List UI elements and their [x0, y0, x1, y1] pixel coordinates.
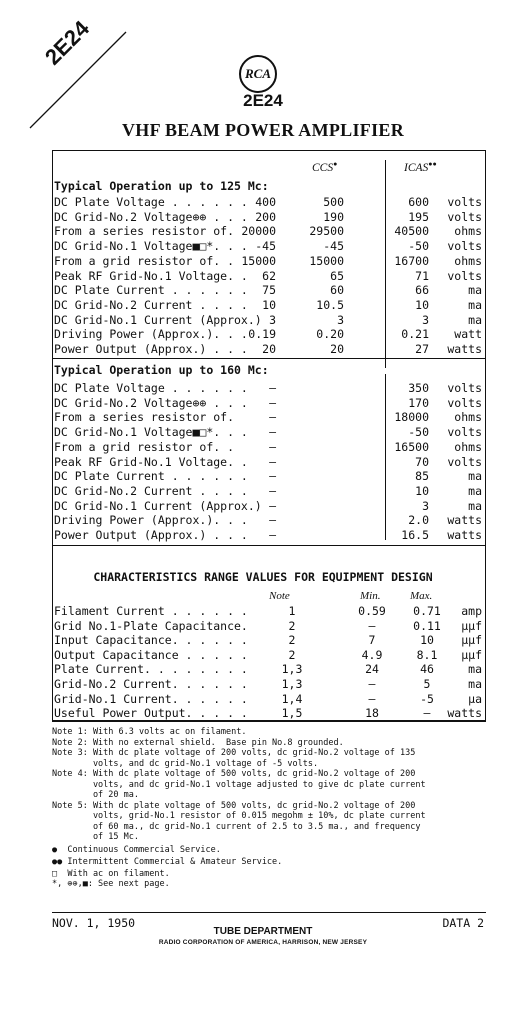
rating-row [54, 455, 484, 469]
section-divider [52, 358, 486, 359]
max-value: 5 [423, 677, 431, 691]
note-line: *, ⊕⊕,■: See next page. [52, 879, 170, 889]
rating-label: Peak RF Grid-No.1 Voltage. . [54, 454, 248, 469]
unit: watts [447, 528, 482, 542]
characteristic-row [52, 633, 484, 647]
max-value: 10 [420, 633, 434, 648]
ccs-value-1: 20 [262, 342, 276, 356]
unit: volts [447, 454, 482, 469]
unit: ohms [454, 224, 482, 239]
icas-value: 3 [422, 312, 429, 327]
min-value: 18 [365, 706, 379, 721]
unit: ohms [454, 439, 482, 454]
ccs-value-1: – [269, 425, 276, 440]
max-value: – [423, 706, 431, 721]
unit: ma [468, 469, 482, 484]
ccs-value-1: 20000 [241, 224, 276, 239]
characteristic-row [52, 619, 484, 633]
rating-row [54, 484, 484, 498]
ccs-value-1: – [269, 483, 276, 498]
unit: μμf [461, 647, 482, 662]
ccs-value-2: -45 [323, 239, 344, 254]
ccs-value-2: 60 [330, 283, 344, 298]
ccs-value-1: 0.19 [248, 327, 276, 342]
col-ccs-header: CCS● [312, 160, 338, 174]
rating-label: Power Output (Approx.) . . . [54, 342, 248, 356]
icas-value: 40500 [394, 224, 429, 239]
note-line: Note 4: With dc plate voltage of 500 volts, dc grid-No.2 voltage of 200 [52, 769, 416, 779]
ccs-value-2: 500 [323, 195, 344, 209]
unit: ohms [454, 253, 482, 268]
unit: volts [447, 381, 482, 395]
ccs-value-2: 15000 [309, 253, 344, 268]
ccs-value-1: – [269, 395, 276, 410]
ccs-value-2: 65 [330, 268, 344, 283]
characteristic-row [52, 677, 484, 691]
ccs-value-2: 20 [330, 342, 344, 356]
rating-label: DC Plate Current . . . . . . [54, 469, 248, 484]
icas-value: 27 [415, 342, 429, 356]
ccs-value-1: -45 [255, 239, 276, 254]
note-line: □ With ac on filament. [52, 868, 170, 879]
rating-row [54, 440, 484, 454]
max-value: -5 [420, 691, 434, 706]
rating-row [54, 528, 484, 542]
rating-label: From a grid resistor of. . [54, 253, 235, 268]
unit: volts [447, 209, 482, 224]
ccs-value-1: 75 [262, 283, 276, 298]
rating-label: DC Grid-No.2 Current . . . . [54, 297, 248, 312]
rating-row [54, 381, 484, 395]
rating-label: DC Grid-No.1 Voltage■□*. . . [54, 239, 248, 254]
section-divider [52, 545, 486, 546]
note-line: volts, and dc grid-No.1 voltage of -5 volts. [52, 758, 319, 769]
unit: volts [447, 195, 482, 209]
department: TUBE DEPARTMENT [213, 926, 313, 937]
note-ref: 2 [288, 647, 296, 662]
rating-label: From a series resistor of. [54, 224, 235, 239]
icas-value: 2.0 [408, 513, 429, 528]
rating-row [54, 469, 484, 483]
note-ref: 1,5 [281, 706, 303, 721]
icas-value: 170 [408, 395, 429, 410]
rating-row [54, 195, 484, 209]
rating-label: DC Grid-No.2 Current . . . . [54, 483, 248, 498]
characteristic-label: Grid-No.2 Current. . . . . . [54, 677, 248, 691]
unit: ma [468, 677, 482, 691]
icas-value: 600 [408, 195, 429, 209]
unit: ohms [454, 410, 482, 425]
ccs-value-2: 29500 [309, 224, 344, 239]
rating-label: DC Plate Voltage . . . . . . [54, 381, 248, 395]
rating-label: DC Plate Voltage . . . . . . [54, 195, 248, 209]
characteristic-label: Filament Current . . . . . . [54, 604, 248, 618]
characteristic-label: Grid No.1-Plate Capacitance. [54, 618, 248, 633]
icas-value: 195 [408, 209, 429, 224]
issue-date: NOV. 1, 1950 [52, 916, 136, 930]
icas-value: -50 [408, 425, 429, 440]
characteristics-title: CHARACTERISTICS RANGE VALUES FOR EQUIPMENT DESIGN [93, 570, 433, 584]
col-icas-header: ICAS●● [404, 160, 437, 174]
min-value: – [368, 691, 376, 706]
rating-row [54, 425, 484, 439]
note-line: ●● Intermittent Commercial & Amateur Service. [52, 857, 283, 867]
notes-divider [52, 720, 486, 721]
page-title: VHF BEAM POWER AMPLIFIER [121, 120, 405, 140]
rating-label: DC Plate Current . . . . . . [54, 283, 248, 298]
rating-row [54, 513, 484, 527]
rating-row [54, 298, 484, 312]
rca-logo: RCA [239, 55, 277, 93]
icas-value: 66 [415, 283, 429, 298]
ccs-value-1: 10 [262, 297, 276, 312]
max-value: 0.71 [413, 604, 441, 618]
note-ref: 1,4 [281, 691, 303, 706]
characteristic-label: Grid-No.1 Current. . . . . . [54, 691, 248, 706]
characteristic-row [52, 662, 484, 676]
unit: watts [447, 513, 482, 528]
characteristic-row [52, 706, 484, 720]
rating-row [54, 410, 484, 424]
rating-label: DC Grid-No.1 Current (Approx.) [54, 498, 262, 513]
ccs-value-1: – [269, 528, 276, 542]
rating-row [54, 499, 484, 513]
unit: μμf [461, 618, 482, 633]
unit: μa [468, 691, 482, 706]
unit: ma [468, 483, 482, 498]
unit: ma [468, 662, 482, 677]
ccs-value-1: – [269, 469, 276, 484]
footer-divider [52, 912, 486, 913]
note-ref: 1,3 [281, 662, 303, 677]
corporation: RADIO CORPORATION OF AMERICA, HARRISON, NEW JERSEY [158, 939, 368, 946]
unit: μμf [461, 633, 482, 648]
col-note-header: Note [269, 590, 290, 602]
ccs-value-2: 0.20 [316, 327, 344, 342]
icas-value: 10 [415, 483, 429, 498]
note-line: Note 1: With 6.3 volts ac on filament. [52, 727, 247, 737]
min-value: 24 [365, 662, 379, 677]
note-line: Note 5: With dc plate voltage of 500 volts, dc grid-No.2 voltage of 200 [52, 800, 416, 811]
unit: volts [447, 239, 482, 254]
icas-value: 85 [415, 469, 429, 484]
characteristic-label: Useful Power Output. . . . . [54, 706, 248, 721]
icas-value: 3 [422, 498, 429, 513]
icas-value: 16.5 [401, 528, 429, 542]
characteristic-label: Output Capacitance . . . . . [54, 647, 248, 662]
unit: volts [447, 425, 482, 440]
rating-label: Power Output (Approx.) . . . [54, 528, 248, 542]
corner-tube-stamp: 2E24 [40, 15, 95, 70]
rating-row [54, 327, 484, 341]
min-value: 0.59 [358, 604, 386, 618]
unit: watts [447, 342, 482, 356]
note-line: Note 2: With no external shield. Base pin No.8 grounded. [52, 737, 344, 748]
unit: watts [447, 706, 482, 721]
icas-value: 18000 [394, 410, 429, 425]
characteristic-label: Input Capacitance. . . . . . [54, 633, 248, 648]
note-ref: 1 [288, 604, 296, 618]
rating-row [54, 396, 484, 410]
icas-value: 350 [408, 381, 429, 395]
ccs-value-1: 400 [255, 195, 276, 209]
unit: ma [468, 283, 482, 298]
icas-value: 16700 [394, 253, 429, 268]
rating-row [54, 254, 484, 268]
ccs-value-1: 62 [262, 268, 276, 283]
note-ref: 2 [288, 633, 296, 648]
icas-value: 16500 [394, 439, 429, 454]
ccs-value-1: – [269, 513, 276, 528]
icas-value: 71 [415, 268, 429, 283]
ccs-value-1: – [269, 410, 276, 425]
ccs-value-1: 15000 [241, 253, 276, 268]
rating-row [54, 342, 484, 356]
rating-label: DC Grid-No.2 Voltage⊕⊕ . . . [54, 209, 248, 224]
section-title-160mc: Typical Operation up to 160 Mc: [54, 363, 269, 377]
data-sheet-number: DATA 2 [442, 916, 484, 930]
note-line: of 20 ma. [52, 790, 139, 800]
ccs-value-1: – [269, 439, 276, 454]
min-value: – [368, 618, 376, 633]
rating-label: From a grid resistor of. . [54, 439, 235, 454]
ccs-value-1: 3 [269, 312, 276, 327]
rating-label: DC Grid-No.1 Voltage■□*. . . [54, 425, 248, 440]
max-value: 0.11 [413, 618, 441, 633]
ccs-value-1: – [269, 498, 276, 513]
icas-value: 10 [415, 297, 429, 312]
unit: ma [468, 312, 482, 327]
rating-row [54, 313, 484, 327]
rating-row [54, 210, 484, 224]
col-max-header: Max. [410, 590, 433, 602]
ccs-value-2: 190 [323, 209, 344, 224]
note-line: volts, and dc grid-No.1 voltage adjusted to give dc plate current [52, 779, 426, 790]
rating-label: DC Grid-No.1 Current (Approx.) [54, 312, 262, 327]
unit: ma [468, 297, 482, 312]
ccs-value-2: 3 [337, 312, 344, 327]
rating-label: DC Grid-No.2 Voltage⊕⊕ . . . [54, 395, 248, 410]
max-value: 8.1 [416, 647, 438, 662]
note-ref: 1,3 [281, 677, 303, 691]
ccs-value-2: 10.5 [316, 297, 344, 312]
characteristic-row [52, 604, 484, 618]
rating-row [54, 283, 484, 297]
unit: volts [447, 268, 482, 283]
unit: watt [454, 327, 482, 342]
rating-label: Driving Power (Approx.). . . [54, 327, 248, 342]
characteristic-row [52, 692, 484, 706]
icas-value: 0.21 [401, 327, 429, 342]
characteristic-row [52, 648, 484, 662]
note-line: volts, grid-No.1 resistor of 0.015 megohm ± 10%, dc plate current [52, 811, 426, 821]
min-value: 4.9 [361, 647, 383, 662]
characteristic-label: Plate Current. . . . . . . . [54, 662, 248, 677]
rating-row [54, 239, 484, 253]
rating-row [54, 269, 484, 283]
rating-row [54, 224, 484, 238]
note-line: ● Continuous Commercial Service. [52, 844, 221, 855]
unit: ma [468, 498, 482, 513]
note-line: of 60 ma., dc grid-No.1 current of 2.5 to 3.5 ma., and frequency [52, 821, 421, 832]
icas-value: 70 [415, 454, 429, 469]
col-min-header: Min. [360, 590, 381, 602]
rating-label: Peak RF Grid-No.1 Voltage. . [54, 268, 248, 283]
note-ref: 2 [288, 618, 296, 633]
section-title-125mc: Typical Operation up to 125 Mc: [54, 179, 269, 193]
rating-label: Driving Power (Approx.). . . [54, 513, 248, 528]
note-line: of 15 Mc. [52, 832, 139, 842]
tube-type: 2E24 [243, 91, 283, 110]
unit: volts [447, 395, 482, 410]
min-value: – [368, 677, 376, 691]
ccs-value-1: – [269, 381, 276, 395]
icas-value: -50 [408, 239, 429, 254]
min-value: 7 [368, 633, 376, 648]
max-value: 46 [420, 662, 434, 677]
unit: amp [461, 604, 482, 618]
ccs-value-1: – [269, 454, 276, 469]
note-line: Note 3: With dc plate voltage of 200 volts, dc grid-No.2 voltage of 135 [52, 748, 416, 758]
rating-label: From a series resistor of. [54, 410, 235, 425]
ccs-value-1: 200 [255, 209, 276, 224]
